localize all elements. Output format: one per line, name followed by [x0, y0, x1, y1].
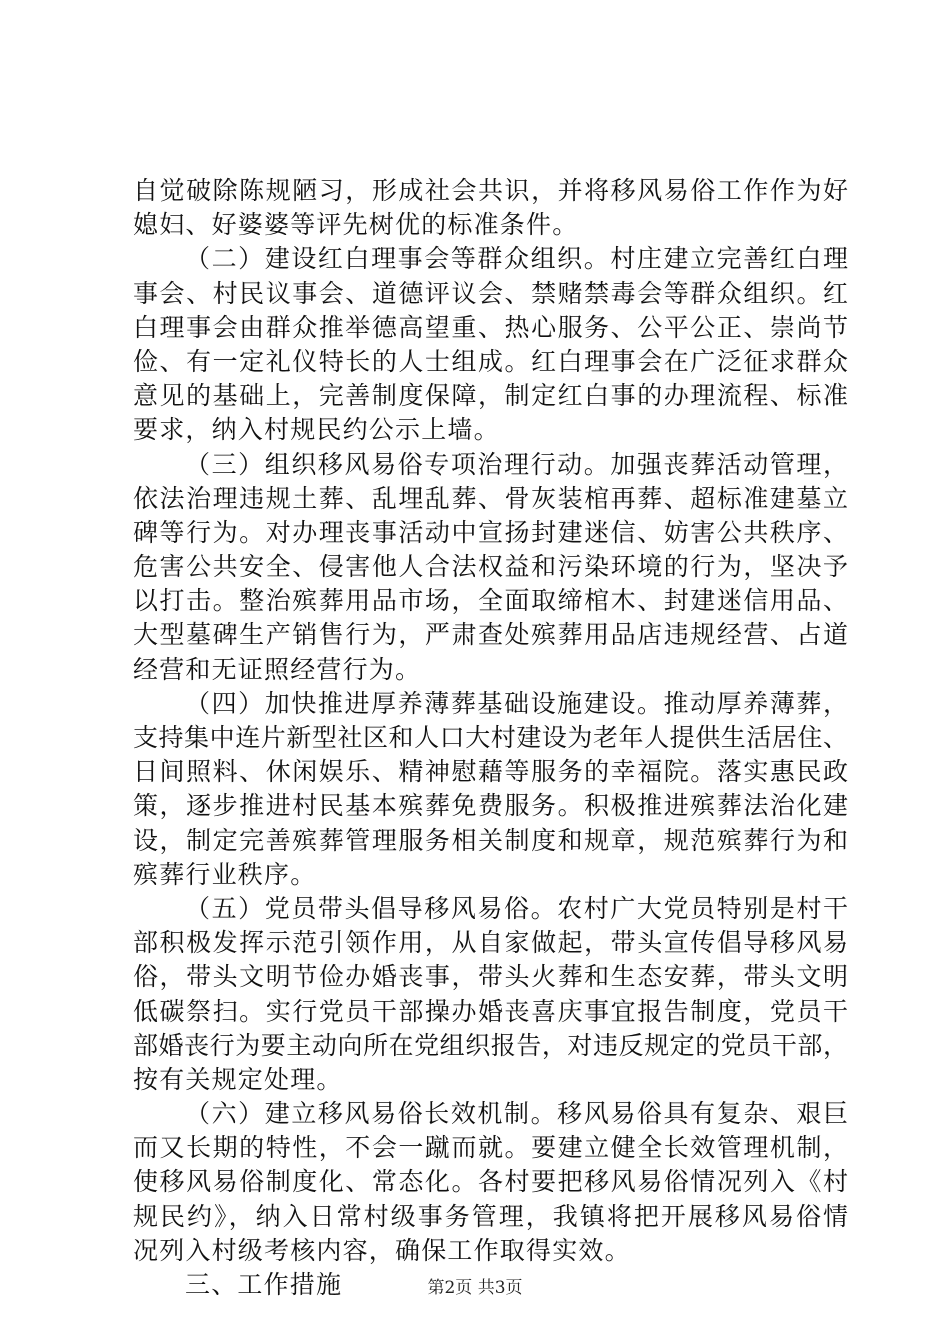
text-line: 经营和无证照经营行为。 [133, 654, 422, 684]
text-line: 俭、有一定礼仪特长的人士组成。红白理事会在广泛征求群众 [133, 346, 848, 376]
text-line: 低碳祭扫。实行党员干部操办婚丧喜庆事宜报告制度，党员干 [133, 996, 848, 1026]
text-line: 规民约》，纳入日常村级事务管理，我镇将把开展移风易俗情 [133, 1201, 848, 1231]
text-line: 危害公共安全、侵害他人合法权益和污染环境的行为，坚决予 [133, 552, 848, 582]
text-line: 白理事会由群众推举德高望重、热心服务、公平公正、崇尚节 [133, 312, 848, 342]
text-line: （三）组织移风易俗专项治理行动。加强丧葬活动管理， [185, 449, 848, 479]
text-line: 事会、村民议事会、道德评议会、禁赌禁毒会等群众组织。红 [133, 278, 848, 308]
text-line: 而又长期的特性，不会一蹴而就。要建立健全长效管理机制， [133, 1133, 848, 1163]
text-line: 策，逐步推进村民基本殡葬免费服务。积极推进殡葬法治化建 [133, 791, 848, 821]
text-line: 设，制定完善殡葬管理服务相关制度和规章，规范殡葬行为和 [133, 825, 848, 855]
text-line: 况列入村级考核内容，确保工作取得实效。 [133, 1235, 631, 1265]
document-body [133, 174, 848, 1302]
text-line: 部婚丧行为要主动向所在党组织报告，对违反规定的党员干部， [133, 1030, 848, 1060]
text-line: 俗，带头文明节俭办婚丧事，带头火葬和生态安葬，带头文明 [133, 962, 848, 992]
text-line: （二）建设红白理事会等群众组织。村庄建立完善红白理 [185, 244, 848, 274]
text-line: 殡葬行业秩序。 [133, 859, 317, 889]
text-line: 使移风易俗制度化、常态化。各村要把移风易俗情况列入《村 [133, 1167, 848, 1197]
page-footer: 第2页 共3页 [427, 1278, 523, 1298]
text-line: 按有关规定处理。 [133, 1064, 343, 1094]
text-line: 日间照料、休闲娱乐、精神慰藉等服务的幸福院。落实惠民政 [133, 757, 848, 787]
text-line: （五）党员带头倡导移风易俗。农村广大党员特别是村干 [185, 893, 848, 923]
text-line: 三、工作措施 [185, 1270, 343, 1299]
text-line: 碑等行为。对办理丧事活动中宣扬封建迷信、妨害公共秩序、 [133, 517, 848, 547]
text-line: 媳妇、好婆婆等评先树优的标准条件。 [133, 210, 579, 240]
text-line: 支持集中连片新型社区和人口大村建设为老年人提供生活居住、 [133, 723, 848, 752]
text-line: 部积极发挥示范引领作用，从自家做起，带头宣传倡导移风易 [133, 928, 848, 958]
text-line: 要求，纳入村规民约公示上墙。 [133, 415, 500, 445]
text-line: （六）建立移风易俗长效机制。移风易俗具有复杂、艰巨 [185, 1099, 848, 1129]
text-line: 依法治理违规土葬、乱埋乱葬、骨灰装棺再葬、超标准建墓立 [133, 483, 848, 513]
text-line: 自觉破除陈规陋习，形成社会共识，并将移风易俗工作作为好 [133, 176, 848, 205]
text-line: （四）加快推进厚养薄葬基础设施建设。推动厚养薄葬， [185, 688, 848, 718]
text-line: 意见的基础上，完善制度保障，制定红白事的办理流程、标准 [133, 381, 848, 411]
text-line: 以打击。整治殡葬用品市场，全面取缔棺木、封建迷信用品、 [133, 586, 848, 616]
text-line: 大型墓碑生产销售行为，严肃查处殡葬用品店违规经营、占道 [133, 620, 848, 650]
